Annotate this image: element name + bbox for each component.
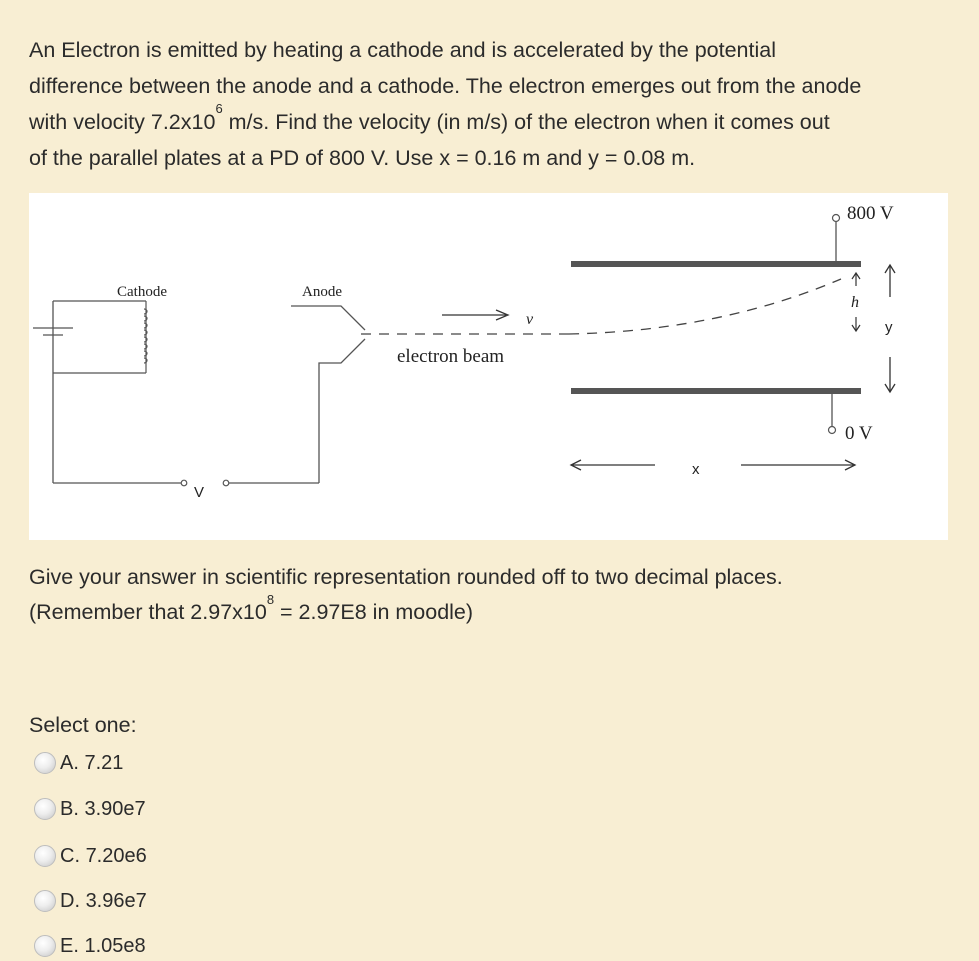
instructions-line-2 — [29, 592, 959, 630]
option-d-value: 3.96e7 — [85, 889, 147, 912]
instructions-line-2-post: = 2.97E8 in moodle) — [274, 600, 474, 624]
label-velocity: v — [526, 311, 534, 328]
option-a[interactable] — [34, 748, 123, 778]
terminal-right-icon — [223, 480, 229, 486]
top-plate — [571, 261, 861, 267]
answer-instructions — [29, 560, 959, 630]
option-a-letter: A. — [60, 751, 79, 774]
cathode-filament — [144, 301, 147, 373]
diagram-figure — [29, 193, 948, 540]
option-c[interactable] — [34, 841, 147, 871]
question-line-2: difference between the anode and a cathode. The electron emerges out from the anode — [29, 74, 862, 98]
top-terminal-icon — [833, 215, 840, 222]
question-line-3 — [29, 101, 959, 140]
question-exponent: 6 — [215, 101, 223, 116]
bottom-plate — [571, 388, 861, 394]
question-line-3-post: m/s. Find the velocity (in m/s) of the electron when it comes out — [222, 110, 830, 134]
instructions-line-2-pre: (Remember that 2.97x10 — [29, 600, 267, 624]
label-y: y — [885, 319, 893, 336]
cathode-circuit — [33, 301, 181, 483]
radio-c[interactable] — [34, 845, 56, 867]
question-line-1: An Electron is emitted by heating a cathode and is accelerated by the potential — [29, 38, 776, 62]
option-b-letter: B. — [60, 797, 79, 820]
option-d-letter: D. — [60, 889, 80, 912]
question-text — [29, 32, 959, 176]
option-e-value: 1.05e8 — [84, 934, 146, 957]
option-a-value: 7.21 — [84, 751, 124, 774]
option-e-letter: E. — [60, 934, 79, 957]
bottom-terminal-icon — [829, 427, 836, 434]
radio-d[interactable] — [34, 890, 56, 912]
label-0v: 0 V — [845, 423, 873, 444]
label-800v: 800 V — [847, 203, 894, 224]
radio-a[interactable] — [34, 752, 56, 774]
option-c-letter: C. — [60, 844, 80, 867]
instructions-line-1: Give your answer in scientific representation rounded off to two decimal places. — [29, 565, 783, 589]
radio-e[interactable] — [34, 935, 56, 957]
option-d[interactable] — [34, 886, 147, 916]
radio-b[interactable] — [34, 798, 56, 820]
question-line-3-pre: with velocity 7.2x10 — [29, 110, 216, 134]
option-b[interactable] — [34, 794, 146, 824]
question-line-4: of the parallel plates at a PD of 800 V. Use x = 0.16 m and y = 0.08 m. — [29, 146, 696, 170]
select-one-label: Select one: — [29, 713, 137, 737]
label-anode: Anode — [302, 284, 342, 300]
label-h: h — [851, 294, 859, 311]
label-electron-beam: electron beam — [397, 346, 505, 367]
anode — [229, 306, 365, 483]
label-supply-v: V — [194, 484, 205, 501]
option-c-value: 7.20e6 — [85, 844, 147, 867]
x-dimension-arrows — [571, 460, 855, 470]
electron-deflection-diagram — [29, 193, 948, 540]
deflected-beam-path — [569, 279, 841, 334]
option-b-value: 3.90e7 — [84, 797, 146, 820]
instructions-exponent: 8 — [266, 592, 275, 607]
label-x: x — [692, 461, 700, 478]
option-e[interactable] — [34, 931, 146, 961]
label-cathode: Cathode — [117, 284, 167, 300]
terminal-left-icon — [181, 480, 187, 486]
